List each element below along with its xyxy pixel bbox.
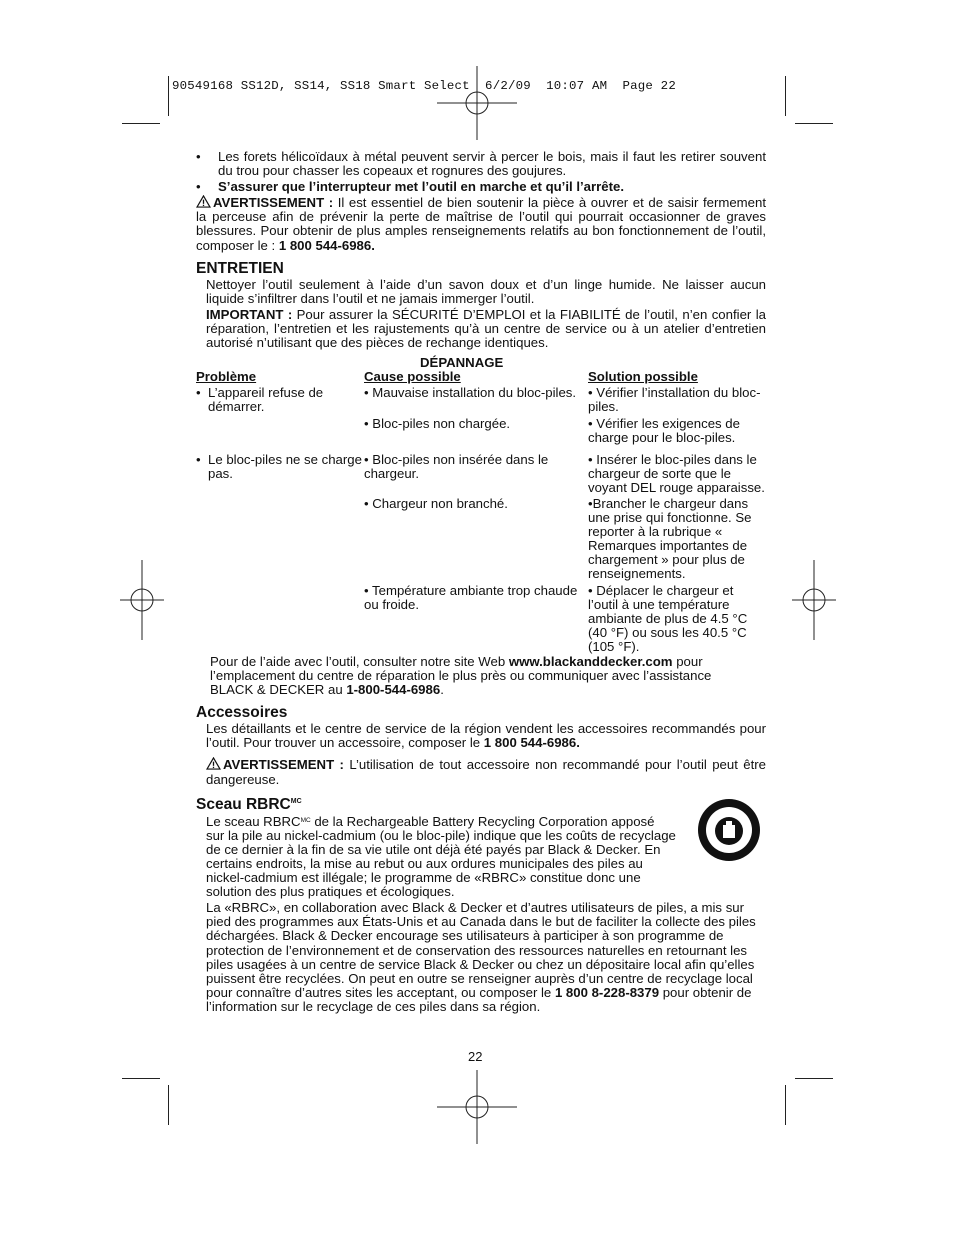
section-title-entretien: ENTRETIEN (196, 259, 284, 277)
section-title-accessoires: Accessoires (196, 704, 288, 722)
table-row: • L’appareil refuse de démarrer. • Mauvaise installation du bloc-piles. • Vérifier l’installation du bloc-piles. (196, 385, 761, 415)
table-row: • Bloc-piles non chargée. • Vérifier les exigences de charge pour le bloc-piles. (364, 415, 740, 445)
registration-mark-right (792, 560, 836, 640)
help-paragraph: Pour de l’aide avec l’outil, consulter notre site Web www.blackanddecker.com pour l’emplacement du centre de réparation le plus près ou communiquer avec l’assistance BLACK & DECKER au 1-800-544-6986. (210, 654, 712, 698)
table-header-row (196, 370, 766, 384)
accessoires-body: Les détaillants et le centre de service de la région vendent les accessoires recommandés pour l’outil. Pour trouver un accessoire, composer le 1 800 544-6986. AVERTISSEMENT : L’utilisation de tout accessoire non recommandé pour l’outil peut être dangereuse. (206, 721, 767, 787)
entretien-body: Nettoyer l’outil seulement à l’aide d’un savon doux et d’un linge humide. Ne laisser aucun liquide s’infiltrer dans l’outil et ne jamais immerger l’outil. IMPORTANT : Pour assurer la SÉCURITÉ D’EMPLOI et la FIABILITÉ de l’outil, n’en confier la réparation, l’entretien et les rajustements qu’à un centre de service ou à un atelier d’entretien autorisé n’utilisant que des pièces de rechange identiques. (206, 276, 766, 351)
bullet-drill-bits: • Les forets hélicoïdaux à métal peuvent servir à percer le bois, mais il faut les retirer souvent du trou pour chasser les copeaux et rognures des goujures. (196, 149, 766, 179)
sceau-body: Le sceau $RBRC^{MC}$ de la Rechargeable Battery Recycling Corporation apposé sur la pile au nickel-cadmium (ou le bloc-pile) indique que les coûts de recyclage de ce dernier à la fin de sa vie utile ont déjà été payés par Black & Decker. En certains endroits, la mise au rebut ou aux ordures municipales des piles au nickel-cadmium est illégale; le programme de «RBRC» constitue donc une solution des plus pratiques et écologiques. La «RBRC», en collaboration avec Black & Decker et d’autres utilisateurs de piles, a mis sur pied des programmes aux États-Unis et au Canada dans le but de faciliter la collecte des piles déchargées. Black & Decker encourage ses utilisateurs à participer à son programme de protection de l’environnement et de conservation des ressources naturelles en retournant les piles usagées à un centre de service Black & Decker ou chez un dépositaire local afin qu’elles puissent être recyclées. On peut en outre se renseigner auprès d’un centre de recyclage local pour connaître d’autres sites les acceptant, ou composer le 1 800 8-228-8379 pour obtenir de l’information sur le recyclage de ces piles dans sa région. (206, 813, 756, 1014)
warning-triangle-icon (206, 757, 221, 770)
header-solution: Solution possible (588, 369, 698, 385)
depannage-title: DÉPANNAGE (420, 355, 504, 371)
table-row: • Le bloc-piles ne se charge pas. • Bloc-piles non insérée dans le chargeur. • Insérer le bloc-piles dans le chargeur de sorte que le voyant DEL rouge apparaisse. (196, 451, 765, 495)
printer-slug: 90549168 SS12D, SS14, SS18 Smart Select 6/2/09 10:07 AM Page 22 (172, 79, 676, 93)
page-content (196, 150, 766, 1014)
table-row: • Chargeur non branché. •Brancher le chargeur dans une prise qui fonctionne. Se reporter à la rubrique « Remarques importantes de chargement » pour plus de renseignements. (364, 495, 752, 582)
registration-mark-bottom (437, 1070, 517, 1144)
warning-workpiece: AVERTISSEMENT : Il est essentiel de bien soutenir la pièce à ouvrer et de saisir fermement la perceuse afin de prévenir la perte de maîtrise de l’outil qui pourrait occasionner de graves blessures. Pour obtenir de plus amples renseignements relatifs au bon fonctionnement de l’outil, composer le : 1 800 544-6986. (196, 195, 766, 253)
website-link[interactable]: www.blackanddecker.com (508, 654, 673, 669)
bullet-switch-check: • S’assurer que l’interrupteur met l’outil en marche et qu’il l’arrête. (196, 179, 624, 195)
warning-accessories: AVERTISSEMENT : L’utilisation de tout accessoire non recommandé pour l’outil peut être dangereuse. (206, 757, 767, 787)
troubleshooting-table (196, 370, 766, 654)
registration-mark-top (437, 66, 517, 140)
page-number: 22 (468, 1049, 483, 1064)
warning-triangle-icon (196, 195, 211, 208)
registration-mark-left (120, 560, 164, 640)
header-cause: Cause possible (364, 369, 461, 385)
section-title-sceau-rbrc: Sceau $RBRC^{MC}$ (196, 795, 302, 813)
table-row: • Température ambiante trop chaude ou froide. • Déplacer le chargeur et l’outil à une température ambiante de plus de 4.5 °C (40 °F) ou sous les 40.5 °C (105 °F). (364, 582, 748, 654)
header-probleme: Problème (196, 369, 257, 385)
important-note: IMPORTANT : Pour assurer la SÉCURITÉ D’EMPLOI et la FIABILITÉ de l’outil, n’en confier la réparation, l’entretien et les rajustements qu’à un centre de service ou à un atelier d’entretien autorisé n’utilisant que des pièces de rechange identiques. (206, 306, 766, 351)
